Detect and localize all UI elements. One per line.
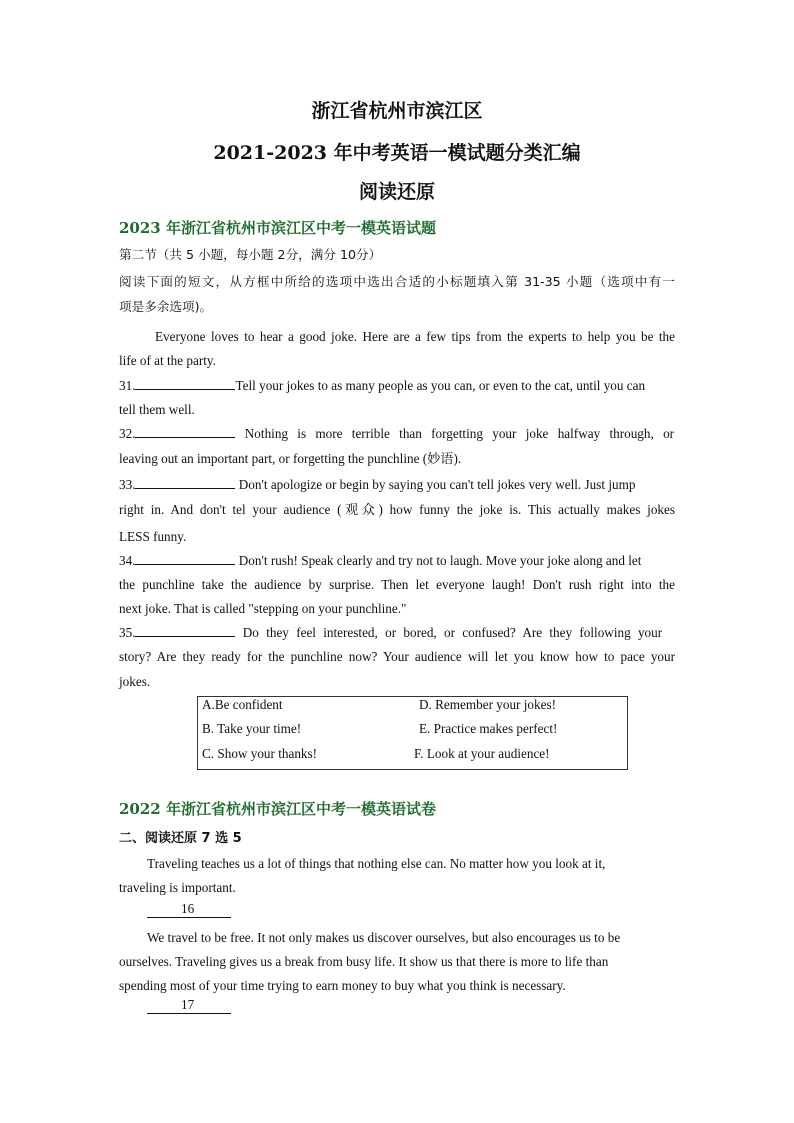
option-d: D. Remember your jokes! (419, 697, 556, 712)
question-text: Don't rush! Speak clearly and try not to laugh. Move your joke along and let (235, 553, 642, 568)
option-f: F. Look at your audience! (414, 746, 550, 761)
question-number: 32. (119, 426, 136, 441)
question-text: Do they feel interested, or bored, or confused? Are they following your (235, 625, 663, 640)
paragraph-2-line-1: We travel to be free. It not only makes us discover ourselves, but also encourages us to be (147, 930, 621, 945)
question-32 (119, 422, 675, 446)
intro-line-1: Everyone loves to hear a good joke. Here are a few tips from the experts to help you be the (155, 329, 675, 344)
section-heading-2023: 2023 年浙江省杭州市滨江区中考一模英语试题 (119, 219, 436, 237)
answer-blank[interactable] (135, 422, 235, 438)
question-35 (119, 621, 675, 645)
intro-line-2: life of at the party. (119, 353, 216, 368)
question-number: 33. (119, 477, 136, 492)
question-35-cont-2: jokes. (119, 674, 151, 689)
answer-blank[interactable] (147, 902, 231, 918)
question-34-cont-2: next joke. That is called "stepping on your punchline." (119, 601, 407, 616)
answer-blank[interactable] (147, 998, 231, 1014)
answer-blank[interactable] (135, 473, 235, 489)
question-text: Tell your jokes to as many people as you can, or even to the cat, until you can (235, 378, 646, 393)
question-34 (119, 549, 675, 573)
question-33-cont: right in. And don't tel your audience (观众) how funny the joke is. This actually makes jokes (119, 502, 675, 517)
question-33-cont-2: LESS funny. (119, 529, 187, 544)
paragraph-1-line-1: Traveling teaches us a lot of things that nothing else can. No matter how you look at it, (147, 856, 606, 871)
question-number: 35. (119, 625, 136, 640)
question-text: Nothing is more terrible than forgetting your joke halfway through, or (235, 426, 675, 441)
title-topic: 阅读还原 (358, 181, 435, 203)
question-34-cont: the punchline take the audience by surprise. Then let everyone laugh! Don't rush right into the (119, 577, 675, 592)
paragraph-2-line-3: spending most of your time trying to earn money to buy what you think is necessary. (119, 978, 566, 993)
question-17 (147, 998, 703, 1022)
question-text: Don't apologize or begin by saying you can't tell jokes very well. Just jump (235, 477, 636, 492)
question-number: 34. (119, 553, 136, 568)
answer-blank[interactable] (135, 374, 235, 390)
question-number: 17 (181, 997, 195, 1012)
question-32-cont: leaving out an important part, or forgetting the punchline (妙语). (119, 451, 462, 466)
option-e: E. Practice makes perfect! (419, 721, 558, 736)
question-35-cont: story? Are they ready for the punchline now? Your audience will let you know how to pace your (119, 649, 675, 664)
section-heading-2022: 2022 年浙江省杭州市滨江区中考一模英语试卷 (119, 800, 436, 818)
part-label-2022: 二、阅读还原 7 选 5 (119, 831, 242, 846)
answer-blank[interactable] (135, 621, 235, 637)
question-31-cont: tell them well. (119, 402, 195, 417)
answer-blank[interactable] (135, 549, 235, 565)
paragraph-2-line-2: ourselves. Traveling gives us a break from busy life. It show us that there is more to life than (119, 954, 609, 969)
paragraph-1-line-2: traveling is important. (119, 880, 236, 895)
question-16 (147, 902, 703, 926)
title-collection: 2021-2023 年中考英语一模试题分类汇编 (213, 142, 581, 164)
option-c: C. Show your thanks! (202, 746, 318, 761)
option-b: B. Take your time! (202, 721, 302, 736)
question-number: 31. (119, 378, 136, 393)
options-box (197, 696, 628, 770)
title-region: 浙江省杭州市滨江区 (311, 100, 483, 122)
question-number: 16 (181, 901, 195, 916)
part-label-2023: 第二节（共 5 小题，每小题 2分，满分 10分） (119, 247, 382, 262)
option-a: A.Be confident (202, 697, 283, 712)
question-31 (119, 374, 675, 398)
instruction-line-2: 项是多余选项)。 (119, 299, 213, 314)
question-33 (119, 473, 675, 497)
instruction-line-1: 阅读下面的短文，从方框中所给的选项中选出合适的小标题填入第 31-35 小题（选项中有一 (119, 274, 675, 289)
